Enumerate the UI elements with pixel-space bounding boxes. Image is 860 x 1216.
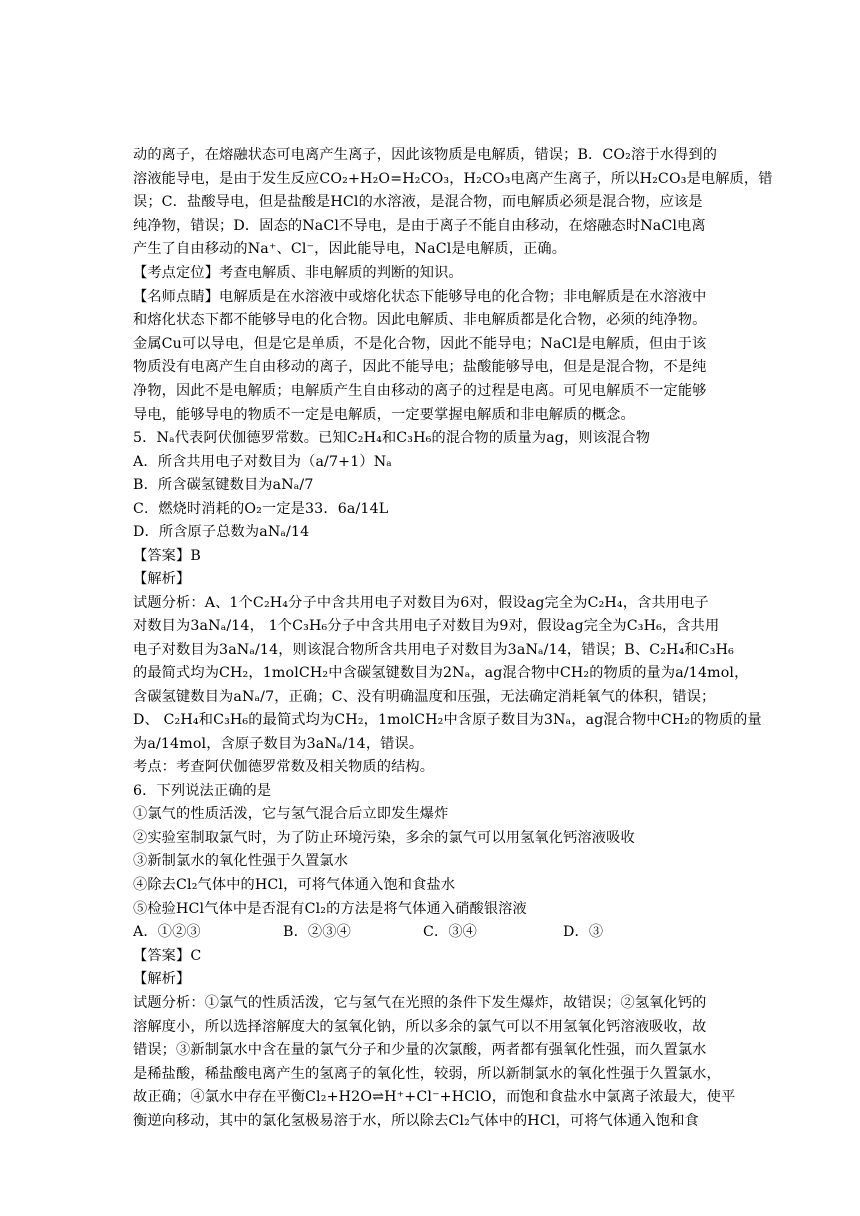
question-5-option-b: B．所含碳氢键数目为aNₐ/7 — [133, 477, 314, 494]
text-line: 含碳氢键数目为aNₐ/7，正确；C、没有明确温度和压强，无法确定消耗氧气的体积，错误； — [133, 688, 716, 705]
question-5-option-a: A．所含共用电子对数目为（a/7+1）Nₐ — [133, 453, 392, 470]
question-6-answer: 【答案】C — [133, 947, 202, 964]
text-line: 产生了自由移动的Na⁺、Cl⁻，因此能导电，NaCl是电解质，正确。 — [133, 241, 567, 258]
question-6-statement-2: ②实验室制取氯气时，为了防止环境污染，多余的氯气可以用氢氧化钙溶液吸收 — [133, 829, 635, 846]
text-line: 溶解度小，所以选择溶解度大的氢氧化钠，所以多余的氯气可以不用氢氧化钙溶液吸收，故 — [133, 1018, 707, 1035]
text-line: 和熔化状态下都不能够导电的化合物。因此电解质、非电解质都是化合物，必须的纯净物。 — [133, 312, 707, 329]
text-line: D、 C₂H₄和C₃H₆的最简式均为CH₂，1molCH₂中含原子数目为3Nₐ，ag混合物中CH₂的物质的量 — [133, 712, 762, 729]
question-6-stem: 6．下列说法正确的是 — [133, 782, 272, 799]
question-6-statement-1: ①氯气的性质活泼，它与氢气混合后立即发生爆炸 — [133, 806, 449, 823]
question-6-statement-5: ⑤检验HCl气体中是否混有Cl₂的方法是将气体通入硝酸银溶液 — [133, 900, 527, 917]
text-line: 错误；③新制氯水中含在量的氯气分子和少量的次氯酸，两者都有强氧化性强，而久置氯水 — [133, 1042, 707, 1059]
text-line: 误；C．盐酸导电，但是盐酸是HCl的水溶液，是混合物，而电解质必须是混合物，应该是 — [133, 194, 703, 211]
question-6-option-c: C．③④ — [423, 924, 478, 941]
question-5-answer: 【答案】B — [133, 547, 201, 564]
text-line: 纯净物，错误；D．固态的NaCl不导电，是由于离子不能自由移动，在熔融态时NaCl电离 — [133, 217, 706, 234]
question-5-kaodian: 考点：考查阿伏伽德罗常数及相关物质的结构。 — [133, 759, 435, 776]
body-text — [133, 144, 773, 427]
text-line: 对数目为3aNₐ/14， 1个C₃H₆分子中含共用电子对数目为9对，假设ag完全为C₃H₆，含共用 — [133, 618, 720, 635]
text-line: 试题分析：A、1个C₂H₄分子中含共用电子对数目为6对，假设ag完全为C₂H₄，含共用电子 — [133, 594, 709, 611]
text-line: 净物，因此不是电解质；电解质产生自由移动的离子的过程是电离。可见电解质不一定能够 — [133, 382, 707, 399]
text-line: 动的离子，在熔融状态可电离产生离子，因此该物质是电解质，错误；B．CO₂溶于水得到的 — [133, 147, 718, 163]
text-line: 的最简式均为CH₂，1molCH₂中含碳氢键数目为2Nₐ，ag混合物中CH₂的物质的量为a/14mol， — [133, 665, 749, 682]
question-6-option-d: D．③ — [563, 924, 604, 941]
question-6 — [133, 780, 736, 1134]
text-line: 衡逆向移动，其中的氯化氢极易溶于水，所以除去Cl₂气体中的HCl，可将气体通入饱和食 — [133, 1112, 699, 1129]
question-6-analysis-heading: 【解析】 — [133, 971, 191, 988]
question-5-option-d: D．所含原子总数为aNₐ/14 — [133, 524, 310, 541]
text-line: 故正确；④氯水中存在平衡Cl₂+H2O⇌H⁺+Cl⁻+HClO，而饱和食盐水中氯离子浓最大，使平 — [133, 1089, 736, 1106]
question-6-options — [133, 921, 736, 945]
text-line: 是稀盐酸，稀盐酸电离产生的氢离子的氧化性，较弱，所以新制氯水的氧化性强于久置氯水， — [133, 1065, 721, 1082]
mingshi-dianjing: 【名师点睛】电解质是在水溶液中或熔化状态下能够导电的化合物；非电解质是在水溶液中 — [133, 288, 707, 305]
question-5-stem: 5．Nₐ代表阿伏伽德罗常数。已知C₂H₄和C₃H₆的混合物的质量为ag，则该混合物 — [133, 430, 651, 447]
question-6-option-b: B．②③④ — [283, 924, 351, 941]
text-line: 为a/14mol，含原子数目为3aNₐ/14，错误。 — [133, 735, 424, 752]
question-5-option-c: C．燃烧时消耗的O₂一定是33．6a/14L — [133, 500, 389, 517]
text-line: 导电，能够导电的物质不一定是电解质，一定要掌握电解质和非电解质的概念。 — [133, 406, 635, 423]
text-line: 电子对数目为3aNₐ/14，则该混合物所含共用电子对数目为3aNₐ/14，错误；B、C₂H₄和C₃H₆ — [133, 641, 734, 658]
text-line: 试题分析：①氯气的性质活泼，它与氢气在光照的条件下发生爆炸，故错误；②氢氧化钙的 — [133, 994, 707, 1011]
question-5-analysis-heading: 【解析】 — [133, 571, 191, 588]
text-line: 溶液能导电，是由于发生反应CO₂+H₂O=H₂CO₃，H₂CO₃电离产生离子，所以H₂CO₃是电解质，错 — [133, 170, 773, 187]
text-line: 金属Cu可以导电，但是它是单质，不是化合物，因此不能导电；NaCl是电解质，但由于该 — [133, 335, 707, 352]
question-6-statement-3: ③新制氯水的氧化性强于久置氯水 — [133, 853, 349, 870]
question-6-statement-4: ④除去Cl₂气体中的HCl，可将气体通入饱和食盐水 — [133, 877, 456, 893]
text-line: 物质没有电离产生自由移动的离子，因此不能导电；盐酸能够导电，但是是混合物，不是纯 — [133, 359, 707, 376]
question-6-option-a: A．①②③ — [133, 924, 201, 941]
question-5 — [133, 427, 762, 780]
kaodian-dingwei: 【考点定位】考查电解质、非电解质的判断的知识。 — [133, 264, 463, 281]
